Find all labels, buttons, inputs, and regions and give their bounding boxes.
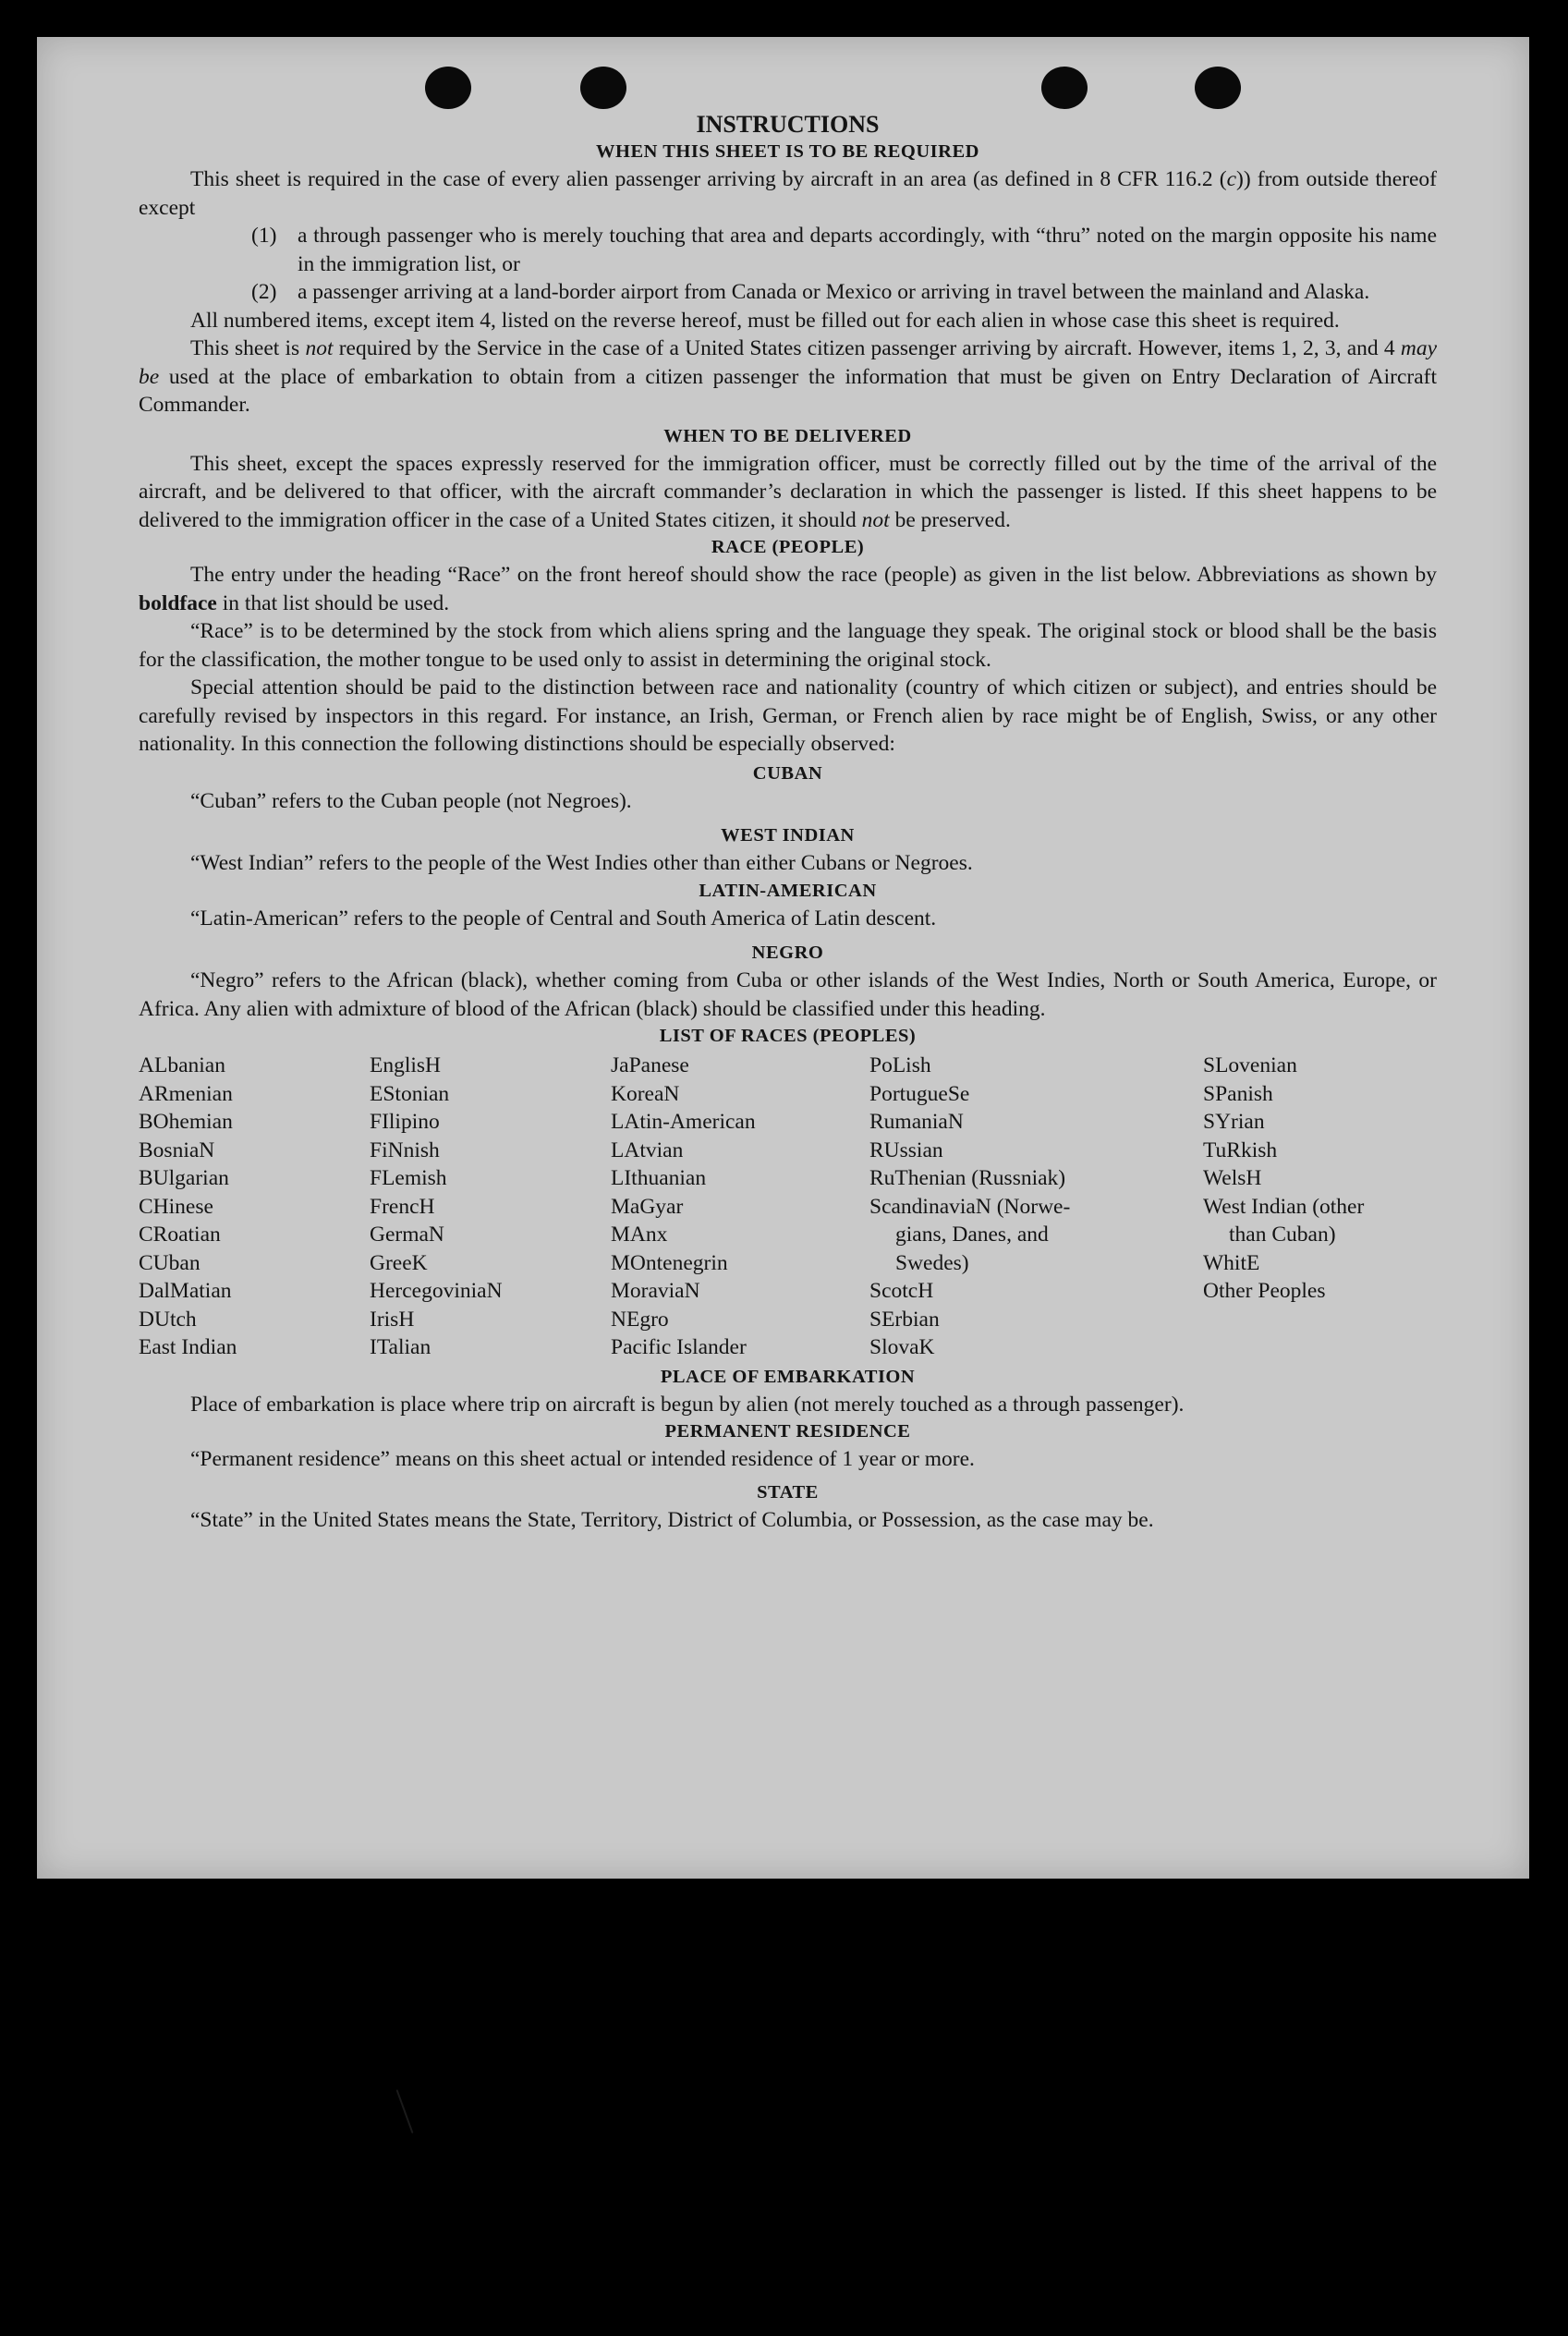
race-entry: FrencH [370,1194,435,1219]
paragraph: “West Indian” refers to the people of the West Indies other than either Cubans or Negroes. [190,851,973,875]
race-entry: EStonian [370,1081,450,1106]
paragraph: “Race” is to be determined by the stock from which aliens spring and the language they speak. The original stock or blood shall be the basis for the classification, the mother tongue to be used only to assist in determining the original stock. [139,619,1437,672]
section-heading-race: RACE (PEOPLE) [711,537,865,557]
section-heading-latin-american: LATIN-AMERICAN [699,880,877,901]
race-entry: LAtvian [611,1138,684,1162]
race-entry: IrisH [370,1307,415,1332]
race-entry: EnglisH [370,1053,442,1077]
punch-hole [1041,67,1088,109]
race-entry: LAtin-American [611,1110,756,1134]
race-entry: ALbanian [139,1053,225,1077]
race-entry: Other Peoples [1203,1279,1326,1303]
race-entry: GermaN [370,1223,444,1247]
paragraph: This sheet is required in the case of every alien passenger arriving by aircraft in an area (as defined in 8 CFR 116.2 (c)) from outside thereof except [139,167,1437,220]
race-entry: SErbian [869,1307,940,1332]
race-entry: DalMatian [139,1279,232,1303]
race-entry: CUban [139,1250,201,1275]
list-item: (1) a through passenger who is merely touching that area and departs accordingly, with “thru” noted on the margin opposite his name in the immigration list, or [251,224,1437,276]
race-entry: RUssian [869,1138,943,1162]
races-column [139,1052,370,1362]
race-entry: gians, Danes, and [895,1223,1049,1247]
race-entry: Swedes) [895,1250,969,1275]
race-entry: ScandinaviaN (Norwe- [869,1194,1071,1219]
race-entry: CRoatian [139,1223,221,1247]
punch-hole [425,67,471,109]
section-heading-embarkation: PLACE OF EMBARKATION [660,1366,916,1387]
races-column [869,1052,1203,1362]
race-entry: BosniaN [139,1138,215,1162]
section-heading-state: STATE [757,1481,819,1503]
page-title: INSTRUCTIONS [696,111,880,138]
race-entry: FiNnish [370,1138,440,1162]
race-entry: ScotcH [869,1279,934,1303]
section-heading-list-of-races: LIST OF RACES (PEOPLES) [659,1026,917,1046]
section-heading-west-indian: WEST INDIAN [721,825,855,846]
race-entry: BUlgarian [139,1166,229,1190]
race-entry: DUtch [139,1307,197,1332]
race-entry: West Indian (other [1203,1194,1365,1219]
races-column [611,1052,869,1362]
race-entry: LIthuanian [611,1166,707,1190]
paragraph: The entry under the heading “Race” on the front hereof should show the race (people) as given in the list below. Abbreviations as shown by boldface in that list should be used. [139,563,1437,615]
paragraph: Place of embarkation is place where trip on aircraft is begun by alien (not merely touched as a through passenger). [190,1392,1185,1417]
race-entry: NEgro [611,1307,669,1332]
race-entry: SYrian [1203,1110,1265,1134]
paragraph: This sheet is not required by the Service in the case of a United States citizen passenger arriving by aircraft. However, items 1, 2, 3, and 4 may be used at the place of embarkation to obtain from a citizen passenger the information that must be given on Entry Declaration of Aircraft Commander. [139,336,1437,417]
paragraph: “Cuban” refers to the Cuban people (not Negroes). [190,788,632,813]
race-entry: SLovenian [1203,1053,1297,1077]
paragraph: This sheet, except the spaces expressly reserved for the immigration officer, must be correctly filled out by the time of the arrival of the aircraft, and be delivered to that officer, with the aircraft commander’s declaration in which the passenger is listed. If this sheet happens to be delivered to the immigration officer in the case of a United States citizen, it should not be preserved. [139,451,1437,532]
races-column [1203,1052,1437,1362]
punch-hole [1195,67,1241,109]
paragraph: “Negro” refers to the African (black), whether coming from Cuba or other islands of the West Indies, North or South America, Europe, or Africa. Any alien with admixture of blood of the African (black) should be classified under this heading. [139,968,1437,1021]
race-entry: Pacific Islander [611,1335,747,1359]
race-entry: GreeK [370,1250,428,1275]
race-entry: MAnx [611,1223,668,1247]
race-entry: FIlipino [370,1110,440,1134]
paragraph: “Latin-American” refers to the people of Central and South America of Latin descent. [190,906,937,931]
race-entry: CHinese [139,1194,213,1219]
race-entry: PortugueSe [869,1081,970,1106]
race-entry: MoraviaN [611,1279,700,1303]
race-entry: SlovaK [869,1335,935,1359]
race-entry: HercegoviniaN [370,1279,503,1303]
race-entry: FLemish [370,1166,447,1190]
race-entry: WhitE [1203,1250,1260,1275]
race-entry: MOntenegrin [611,1250,728,1275]
race-entry: KoreaN [611,1081,680,1106]
race-entry: than Cuban) [1229,1223,1336,1247]
paragraph: “State” in the United States means the State, Territory, District of Columbia, or Possession, as the case may be. [190,1507,1154,1532]
section-heading-residence: PERMANENT RESIDENCE [664,1421,911,1442]
race-entry: RuThenian (Russniak) [869,1166,1066,1190]
race-entry: JaPanese [611,1053,689,1077]
race-entry: WelsH [1203,1166,1262,1190]
paragraph: All numbered items, except item 4, listed on the reverse hereof, must be filled out for each alien in whose case this sheet is required. [190,308,1340,333]
instructions-body [139,111,1437,1534]
paragraph: “Permanent residence” means on this sheet actual or intended residence of 1 year or more. [190,1447,975,1471]
list-item: (2) a passenger arriving at a land-border airport from Canada or Mexico or arriving in travel between the mainland and Alaska. [251,280,1370,304]
races-column [370,1052,611,1362]
race-entry: TuRkish [1203,1138,1278,1162]
race-entry: BOhemian [139,1110,233,1134]
race-entry: ITalian [370,1335,432,1359]
document-sheet [37,37,1529,1879]
race-entry: MaGyar [611,1194,684,1219]
race-entry: PoLish [869,1053,931,1077]
race-entry: ARmenian [139,1081,233,1106]
section-heading-delivered: WHEN TO BE DELIVERED [663,425,912,446]
section-heading-negro: NEGRO [751,943,824,963]
paragraph: Special attention should be paid to the distinction between race and nationality (country of which citizen or subject), and entries should be carefully revised by inspectors in this regard. For instance, an Irish, German, or French alien by race might be of English, Swiss, or any other nationality. In this connection the following distinctions should be especially observed: [139,675,1437,756]
races-table [139,1052,1437,1362]
scan-artifact [396,2089,414,2134]
race-entry: East Indian [139,1335,237,1359]
race-entry: SPanish [1203,1081,1273,1106]
race-entry: RumaniaN [869,1110,964,1134]
punch-hole [580,67,626,109]
section-heading-cuban: CUBAN [752,762,823,784]
section-heading-required: WHEN THIS SHEET IS TO BE REQUIRED [596,141,979,162]
